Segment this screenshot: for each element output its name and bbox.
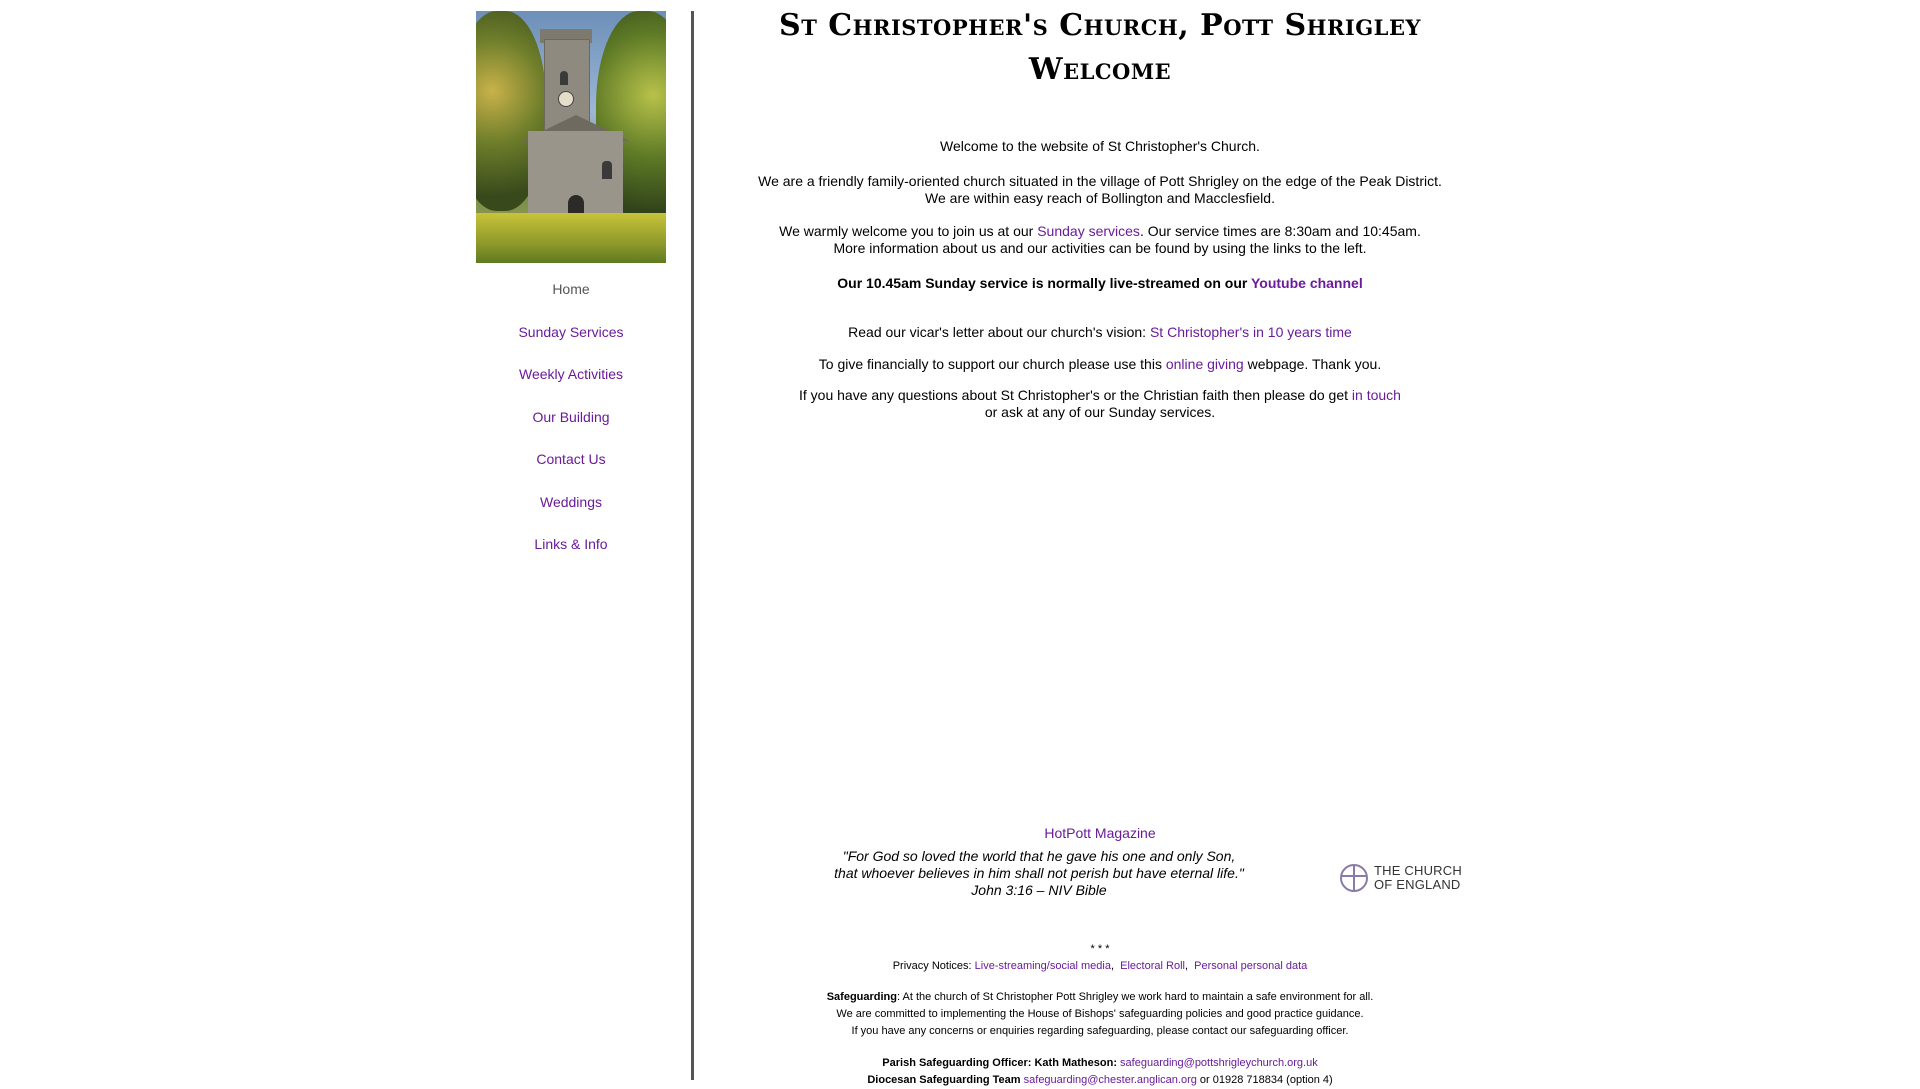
sidebar bbox=[476, 11, 666, 577]
page-title: St Christopher's Church, Pott Shrigley bbox=[779, 8, 1421, 43]
nav-link-sunday-services[interactable]: Sunday Services bbox=[518, 323, 624, 340]
privacy-electoral-roll-link[interactable]: Electoral Roll bbox=[1120, 960, 1185, 972]
church-of-england-cross-icon bbox=[1340, 864, 1368, 892]
main-nav bbox=[476, 279, 666, 577]
livestream-text: Our 10.45am Sunday service is normally live-streamed on our bbox=[837, 275, 1251, 291]
welcome-pre: We warmly welcome you to join us at our bbox=[779, 223, 1038, 239]
verse-line-1: "For God so loved the world that he gave his one and only Son, bbox=[842, 848, 1236, 864]
questions-paragraph bbox=[740, 387, 1460, 421]
safeguarding-line-3: If you have any concerns or enquiries regarding safeguarding, please contact our safeguarding officer. bbox=[851, 1025, 1349, 1037]
safeguarding-label: Safeguarding bbox=[826, 991, 897, 1003]
officer-email-link[interactable]: safeguarding@pottshrigleychurch.org.uk bbox=[1120, 1057, 1318, 1069]
intro-line-2: We are within easy reach of Bollington and Macclesfield. bbox=[925, 190, 1275, 206]
diocesan-label: Diocesan Safeguarding Team bbox=[867, 1074, 1024, 1086]
verse-reference: John 3:16 – NIV Bible bbox=[971, 882, 1107, 898]
welcome-post: . Our service times are 8:30am and 10:45am. bbox=[1139, 223, 1421, 239]
clock-face-icon bbox=[558, 91, 574, 107]
safeguarding-block bbox=[740, 989, 1460, 1040]
online-giving-link[interactable]: online giving bbox=[1165, 356, 1244, 372]
officer-label: Parish Safeguarding Officer: Kath Matheson: bbox=[882, 1057, 1121, 1069]
church-of-england-logo[interactable] bbox=[1340, 864, 1474, 896]
nav-link-weekly-activities[interactable]: Weekly Activities bbox=[519, 366, 623, 382]
vertical-divider bbox=[691, 11, 694, 1080]
giving-post: webpage. Thank you. bbox=[1243, 356, 1382, 372]
giving-text: To give financially to support our church please use this bbox=[818, 356, 1166, 372]
livestream-paragraph bbox=[740, 275, 1460, 292]
intro-paragraph bbox=[740, 173, 1460, 207]
nav-item-contact-us[interactable] bbox=[476, 449, 666, 492]
vision-paragraph bbox=[740, 324, 1460, 341]
intro-text: Welcome to the website of St Christopher's Church. bbox=[940, 138, 1260, 154]
main-content bbox=[740, 0, 1460, 1089]
privacy-label: Privacy Notices: bbox=[892, 960, 975, 972]
nav-link-weddings[interactable]: Weddings bbox=[539, 493, 602, 510]
giving-paragraph bbox=[740, 356, 1460, 373]
bible-verse bbox=[739, 848, 1339, 899]
diocesan-email-link[interactable]: safeguarding@chester.anglican.org bbox=[1023, 1074, 1197, 1086]
safeguarding-line-1: : At the church of St Christopher Pott Shrigley we work hard to maintain a safe environment for all. bbox=[897, 991, 1374, 1003]
nav-item-weekly-activities[interactable] bbox=[476, 364, 666, 407]
welcome-paragraph bbox=[740, 223, 1460, 257]
separator-stars: * * * bbox=[1090, 943, 1110, 955]
sunday-services-link[interactable]: Sunday services bbox=[1037, 223, 1140, 239]
nav-item-links-info[interactable] bbox=[476, 534, 666, 577]
questions-line-2: or ask at any of our Sunday services. bbox=[984, 404, 1216, 420]
nav-item-weddings[interactable] bbox=[476, 492, 666, 535]
privacy-personal-data-link[interactable]: Personal personal data bbox=[1194, 960, 1308, 972]
page-subtitle: Welcome bbox=[1028, 52, 1172, 87]
youtube-channel-link[interactable]: Youtube channel bbox=[1250, 275, 1363, 291]
vision-letter-link[interactable]: St Christopher's in 10 years time bbox=[1149, 324, 1352, 340]
magazine-paragraph bbox=[740, 825, 1460, 842]
church-photo bbox=[476, 11, 666, 263]
nav-item-our-building[interactable] bbox=[476, 407, 666, 450]
nav-item-home[interactable]: Home bbox=[552, 281, 590, 297]
privacy-live-streaming-link[interactable]: Live-streaming/social media bbox=[974, 960, 1111, 972]
nav-link-contact-us[interactable]: Contact Us bbox=[536, 451, 606, 467]
questions-text: If you have any questions about St Christopher's or the Christian faith then please do get bbox=[799, 387, 1352, 403]
verse-line-2: that whoever believes in him shall not perish but have eternal life." bbox=[834, 865, 1244, 881]
nav-link-links-info[interactable]: Links & Info bbox=[534, 536, 608, 552]
safeguarding-line-2: We are committed to implementing the House of Bishops' safeguarding policies and good practice guidance. bbox=[836, 1008, 1364, 1020]
hotpott-magazine-link[interactable]: HotPott Magazine bbox=[1044, 825, 1156, 841]
nav-item-sunday-services[interactable] bbox=[476, 322, 666, 365]
diocesan-phone: or 01928 718834 (option 4) bbox=[1196, 1074, 1333, 1086]
welcome-line-2: More information about us and our activities can be found by using the links to the left. bbox=[833, 240, 1367, 256]
privacy-notices: Privacy Notices: Live-streaming/social media, Electoral Roll, Personal personal data bbox=[892, 960, 1308, 972]
intro-line-1: We are a friendly family-oriented church situated in the village of Pott Shrigley on the edge of the Peak District. bbox=[758, 173, 1442, 189]
safeguarding-contacts bbox=[740, 1055, 1460, 1089]
in-touch-link[interactable]: in touch bbox=[1351, 387, 1401, 403]
nav-link-our-building[interactable]: Our Building bbox=[532, 408, 610, 425]
vision-text: Read our vicar's letter about our church's vision: bbox=[848, 324, 1150, 340]
church-of-england-logo-text: THE CHURCH OF ENGLAND bbox=[1374, 863, 1462, 892]
